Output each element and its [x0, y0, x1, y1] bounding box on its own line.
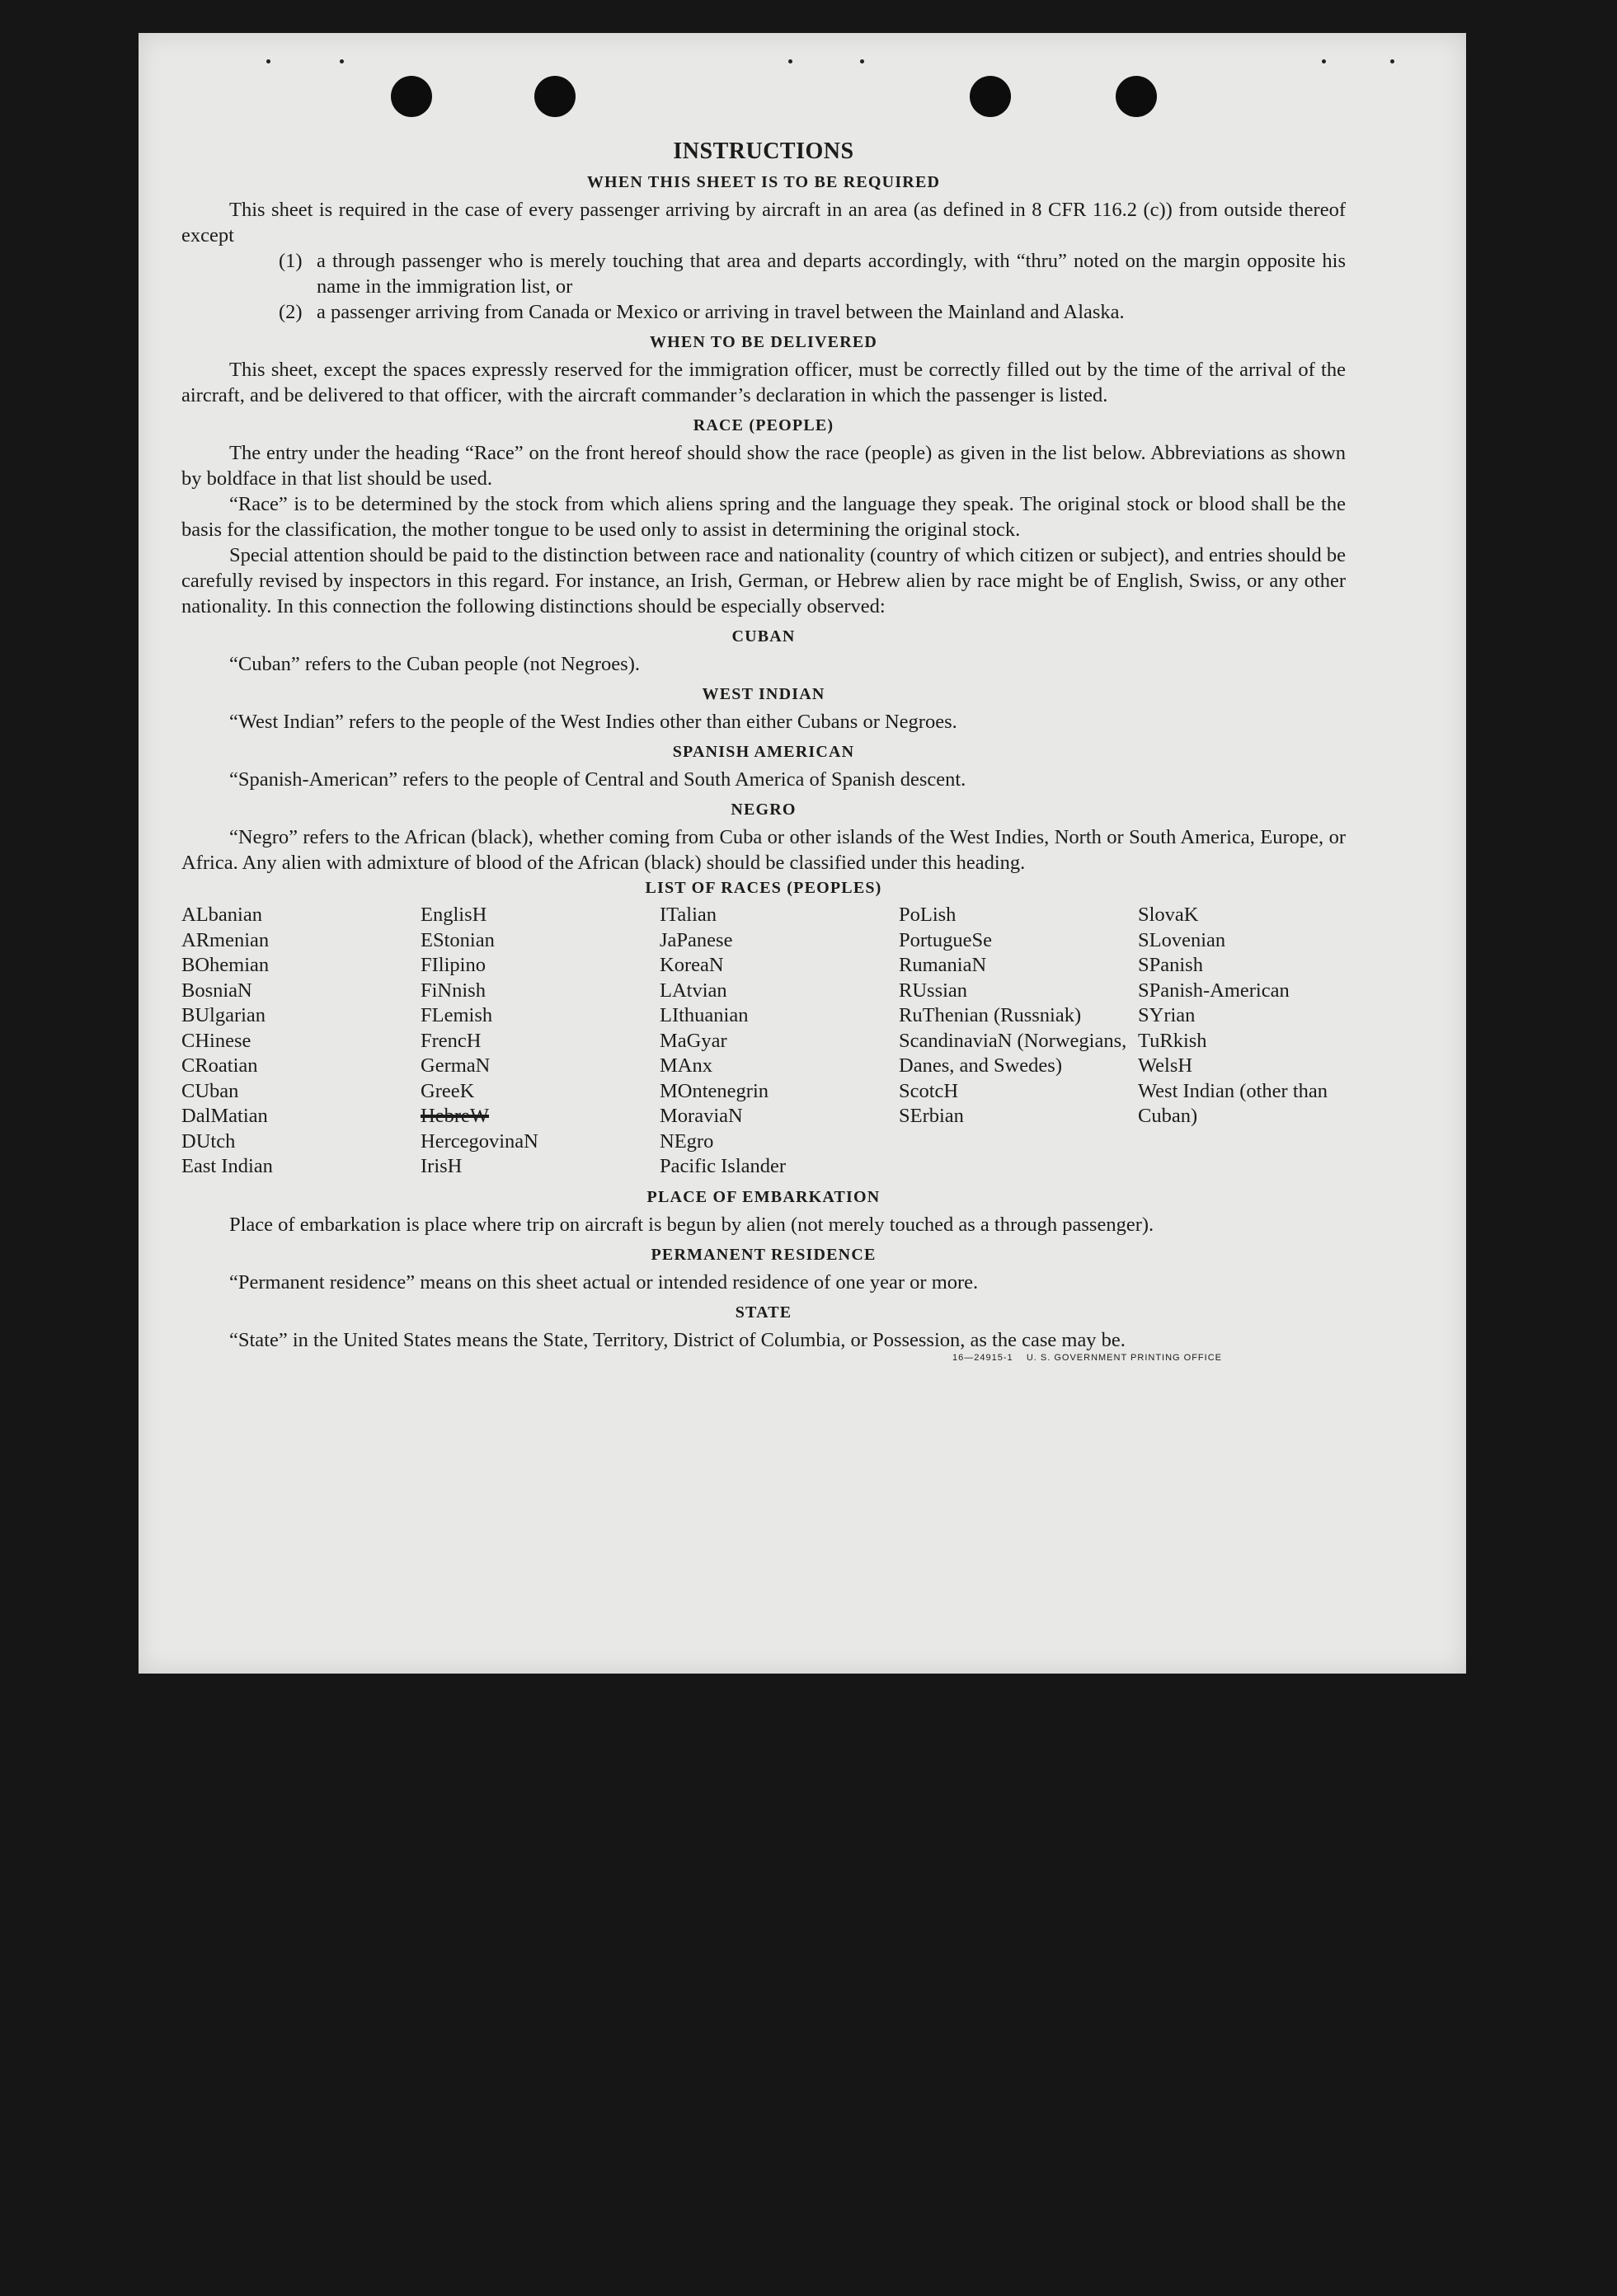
race-entry: MAnx — [660, 1054, 712, 1077]
heading-race: RACE (PEOPLE) — [693, 416, 834, 434]
race-entry: SPanish — [1138, 954, 1203, 976]
race-entry: TuRkish — [1138, 1029, 1207, 1052]
race-entry: HercegovinaN — [421, 1129, 538, 1153]
printer-name: U. S. GOVERNMENT PRINTING OFFICE — [1026, 1352, 1222, 1363]
race-entry: FrencH — [421, 1029, 482, 1052]
race-entry: RumaniaN — [899, 954, 987, 976]
footer — [181, 1353, 1346, 1363]
race-entry: EnglisH — [421, 904, 487, 926]
speck — [266, 59, 270, 63]
race-entry: PoLish — [899, 904, 957, 926]
race-entry: IrisH — [421, 1155, 463, 1177]
race-entry: SPanish-American — [1138, 979, 1290, 1002]
speck — [1322, 59, 1326, 63]
west-indian-text: “West Indian” refers to the people of the West Indies other than either Cubans or Negroes. — [229, 711, 957, 733]
races-list — [181, 903, 1346, 1180]
race-entry: DalMatian — [181, 1105, 268, 1127]
races-column — [1138, 903, 1352, 1180]
race-entry: KoreaN — [660, 954, 724, 976]
heading-list-of-races: LIST OF RACES (PEOPLES) — [645, 879, 882, 897]
punch-hole — [391, 76, 432, 117]
race-entry: PortugueSe — [899, 928, 992, 951]
race-entry: JaPanese — [660, 928, 733, 951]
exception-number: (1) — [279, 250, 303, 272]
races-column — [181, 903, 421, 1180]
race-entry: LIthuanian — [660, 1004, 749, 1026]
print-code: 16—24915-1 — [952, 1352, 1013, 1363]
race-entry: BosniaN — [181, 979, 252, 1002]
spanish-american-text: “Spanish-American” refers to the people of Central and South America of Spanish descent. — [229, 768, 966, 791]
race-entry: ScandinaviaN (Norwegians, Danes, and Swedes) — [899, 1029, 1127, 1077]
speck — [1390, 59, 1394, 63]
race-entry: SlovaK — [1138, 904, 1199, 926]
race-entry: DUtch — [181, 1129, 236, 1153]
when-delivered-text: This sheet, except the spaces expressly reserved for the immigration officer, must be correctly filled out by the time of the arrival of the aircraft, and be delivered to that officer, with the aircraft commander’s declaration in which the passenger is listed. — [181, 359, 1346, 406]
race-entry: FLemish — [421, 1004, 493, 1026]
heading-permanent-residence: PERMANENT RESIDENCE — [651, 1245, 877, 1264]
race-paragraph-1: The entry under the heading “Race” on the front hereof should show the race (people) as given in the list below. Abbreviations as shown by boldface in that list should be used. — [181, 442, 1346, 490]
race-entry: NEgro — [660, 1129, 714, 1153]
race-entry: ARmenian — [181, 928, 270, 951]
races-column — [899, 903, 1138, 1180]
race-entry: SErbian — [899, 1105, 964, 1127]
race-entry: CRoatian — [181, 1054, 258, 1077]
race-entry: ALbanian — [181, 904, 262, 926]
punch-hole — [970, 76, 1011, 117]
exception-item — [279, 299, 1346, 325]
heading-when-required: WHEN THIS SHEET IS TO BE REQUIRED — [586, 173, 941, 191]
race-entry: SYrian — [1138, 1004, 1196, 1026]
heading-state: STATE — [735, 1303, 792, 1322]
heading-negro: NEGRO — [731, 801, 797, 819]
heading-when-delivered: WHEN TO BE DELIVERED — [649, 333, 878, 351]
exception-text: a through passenger who is merely touching that area and departs accordingly, with “thru” noted on the margin opposite his name in the immigration list, or — [317, 250, 1346, 298]
instructions-content — [181, 139, 1346, 1363]
race-entry: GreeK — [421, 1079, 475, 1102]
race-entry: BOhemian — [181, 954, 270, 976]
race-entry: CUban — [181, 1079, 239, 1102]
heading-west-indian: WEST INDIAN — [702, 685, 825, 703]
race-entry: BUlgarian — [181, 1004, 266, 1026]
race-entry: HebreW — [421, 1105, 489, 1127]
punch-hole — [1116, 76, 1157, 117]
race-paragraph-3: Special attention should be paid to the distinction between race and nationality (country of which citizen or subject), and entries should be carefully revised by inspectors in this regard. For instance, an Irish, German, or Hebrew alien by race might be of English, Swiss, or any other nationality. In this connection the following distinctions should be especially observed: — [181, 544, 1346, 617]
race-entry: West Indian (other than Cuban) — [1138, 1079, 1328, 1127]
embarkation-text: Place of embarkation is place where trip on aircraft is begun by alien (not merely touched as a through passenger). — [229, 1213, 1154, 1236]
heading-spanish-american: SPANISH AMERICAN — [672, 743, 855, 761]
race-entry: RUssian — [899, 979, 968, 1002]
race-entry: EStonian — [421, 928, 495, 951]
exception-item — [279, 248, 1346, 299]
speck — [860, 59, 864, 63]
race-entry: ITalian — [660, 904, 717, 926]
race-entry: GermaN — [421, 1054, 491, 1077]
race-entry: ScotcH — [899, 1079, 959, 1102]
document-page — [139, 33, 1466, 1674]
exception-number: (2) — [279, 301, 303, 323]
race-paragraph-2: “Race” is to be determined by the stock from which aliens spring and the language they speak. The original stock or blood shall be the basis for the classification, the mother tongue to be used only to assist in determining the original stock. — [181, 493, 1346, 541]
speck — [788, 59, 792, 63]
race-entry: FiNnish — [421, 979, 486, 1002]
race-entry: FIlipino — [421, 954, 486, 976]
heading-embarkation: PLACE OF EMBARKATION — [646, 1187, 881, 1206]
permanent-residence-text: “Permanent residence” means on this sheet actual or intended residence of one year or more. — [229, 1270, 979, 1294]
exception-text: a passenger arriving from Canada or Mexico or arriving in travel between the Mainland and Alaska. — [317, 301, 1125, 323]
race-entry: MaGyar — [660, 1029, 727, 1052]
race-entry: SLovenian — [1138, 928, 1226, 951]
race-entry: CHinese — [181, 1029, 251, 1052]
speck — [340, 59, 344, 63]
punch-hole — [534, 76, 576, 117]
when-required-intro: This sheet is required in the case of every passenger arriving by aircraft in an area (as defined in 8 CFR 116.2 (c)) from outside thereof except — [181, 199, 1346, 247]
race-entry: WelsH — [1138, 1054, 1193, 1077]
races-column — [421, 903, 660, 1180]
heading-cuban: CUBAN — [731, 627, 796, 646]
cuban-text: “Cuban” refers to the Cuban people (not Negroes). — [229, 653, 640, 675]
race-entry: East Indian — [181, 1155, 273, 1177]
races-column — [660, 903, 899, 1180]
race-entry: MOntenegrin — [660, 1079, 769, 1102]
page-title: INSTRUCTIONS — [673, 139, 854, 164]
race-entry: Pacific Islander — [660, 1155, 787, 1177]
race-entry: MoraviaN — [660, 1105, 743, 1127]
state-text: “State” in the United States means the State, Territory, District of Columbia, or Possession, as the case may be. — [229, 1328, 1126, 1351]
negro-text: “Negro” refers to the African (black), whether coming from Cuba or other islands of the West Indies, North or South America, Europe, or Africa. Any alien with admixture of blood of the African (black) should be classified under this heading. — [181, 826, 1346, 874]
race-entry: RuThenian (Russniak) — [899, 1004, 1082, 1026]
printer-imprint — [952, 1353, 1222, 1363]
race-entry: LAtvian — [660, 979, 727, 1002]
